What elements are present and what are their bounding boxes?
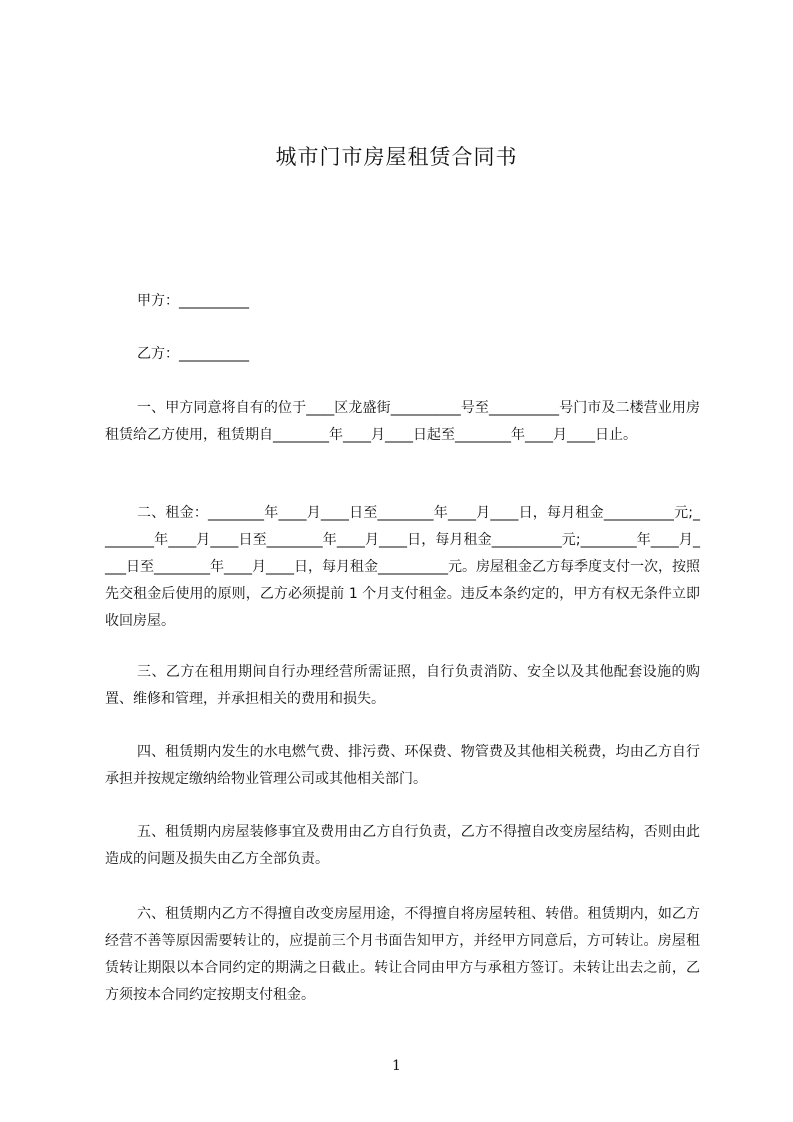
clause-2: 二、租金：________年____月____日至________年____月____日，每月租金__________元;________年____月____日至________年____月____日，每月租金__________元;________年____月____日至________年____月____日，每月租金__________元。房屋租金乙方每季度支付一次，按照先交租金后使用的原则，乙方必须提前 1 个月支付租金。违反本条约定的，甲方有权无条件立即收回房屋。 <box>105 505 700 629</box>
page-number: 1 <box>392 1058 401 1074</box>
clause-4: 四、租赁期内发生的水电燃气费、排污费、环保费、物管费及其他相关税费，均由乙方自行承担并按规定缴纳给物业管理公司或其他相关部门。 <box>105 744 700 787</box>
clause-1: 一、甲方同意将自有的位于____区龙盛街__________号至__________号门市及二楼营业用房租赁给乙方使用，租赁期自________年____月____日起至________年____月____日止。 <box>105 400 700 443</box>
party-b-line: 乙方：__________ <box>137 346 249 362</box>
clause-3: 三、乙方在租用期间自行办理经营所需证照，自行负责消防、安全以及其他配套设施的购置、维修和管理，并承担相关的费用和损失。 <box>105 664 700 707</box>
document-title: 城市门市房屋租赁合同书 <box>275 145 518 169</box>
clause-5: 五、租赁期内房屋装修事宜及费用由乙方自行负责，乙方不得擅自改变房屋结构，否则由此造成的问题及损失由乙方全部负责。 <box>105 824 700 867</box>
clause-6: 六、租赁期内乙方不得擅自改变房屋用途，不得擅自将房屋转租、转借。租赁期内，如乙方经营不善等原因需要转让的，应提前三个月书面告知甲方，并经甲方同意后，方可转让。房屋租赁转让期限以本合同约定的期满之日截止。转让合同由甲方与承租方签订。未转让出去之前，乙方须按本合同约定按期支付租金。 <box>105 906 700 1003</box>
party-a-line: 甲方：__________ <box>137 293 249 309</box>
